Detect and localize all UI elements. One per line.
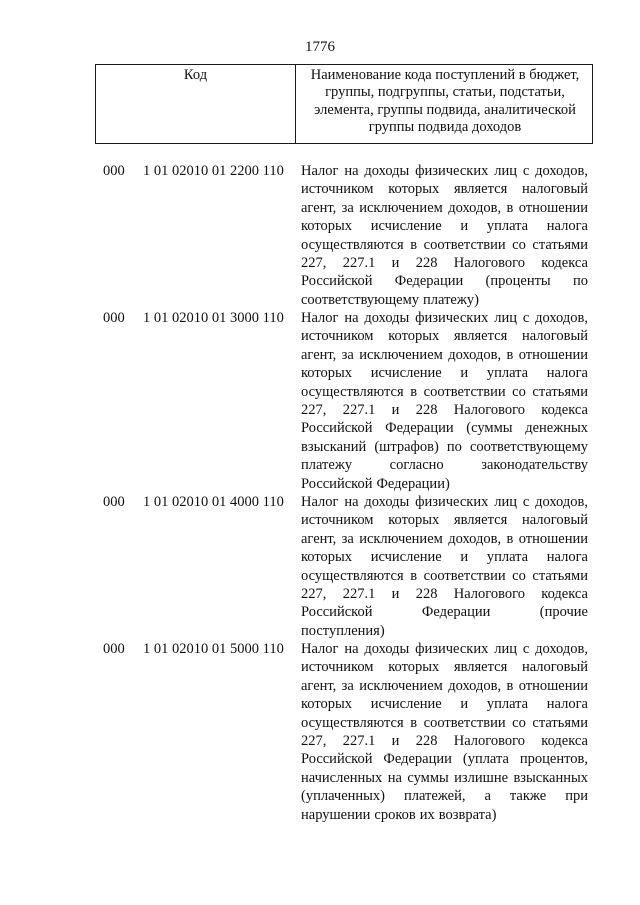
description-line: агент, за исключением доходов, в отношении — [301, 346, 588, 363]
description-line: Российской Федерации) — [301, 475, 450, 492]
description-line: которых исчисление и уплата налога — [301, 696, 588, 713]
row-code: 1 01 02010 01 3000 110 — [143, 310, 284, 326]
description-line: (уплаченных) платежей, а также при — [301, 788, 588, 805]
description-line: которых исчисление и уплата налога — [301, 549, 588, 566]
description-line: Налог на доходы физических лиц с доходов, — [301, 163, 588, 179]
row-description — [301, 309, 588, 493]
description-line: платежу согласно законодательству — [301, 457, 588, 474]
row-prefix: 000 — [103, 163, 125, 179]
table-header — [95, 64, 593, 144]
row-description — [301, 493, 588, 640]
description-line: 227, 227.1 и 228 Налогового кодекса — [301, 254, 588, 271]
description-line: Налог на доходы физических лиц с доходов, — [301, 641, 588, 657]
header-name-line: группы подвида доходов — [368, 118, 522, 135]
description-line: Российской Федерации (уплата процентов, — [301, 751, 588, 768]
header-name-line: Наименование кода поступлений в бюджет, — [310, 67, 580, 83]
row-description — [301, 162, 588, 309]
description-line: источником которых является налоговый — [301, 659, 588, 676]
header-divider — [295, 65, 296, 143]
description-line: Российской Федерации (проценты по — [301, 273, 588, 290]
description-line: Российской Федерации (прочие — [301, 604, 588, 621]
description-line: осуществляются в соответствии со статьями — [301, 383, 588, 400]
description-line: источником которых является налоговый — [301, 328, 588, 345]
row-code: 1 01 02010 01 4000 110 — [143, 494, 284, 510]
description-line: взысканий (штрафов) по соответствующему — [301, 438, 588, 455]
row-code: 1 01 02010 01 5000 110 — [143, 641, 284, 657]
description-line: 227, 227.1 и 228 Налогового кодекса — [301, 732, 588, 749]
row-code: 1 01 02010 01 2200 110 — [143, 163, 284, 179]
description-line: соответствующему платежу) — [301, 291, 479, 308]
header-code-label: Код — [183, 67, 208, 83]
description-line: осуществляются в соответствии со статьями — [301, 567, 588, 584]
description-line: Налог на доходы физических лиц с доходов, — [301, 494, 588, 510]
header-name-line: элемента, группы подвида, аналитической — [314, 101, 576, 118]
description-line: Налог на доходы физических лиц с доходов, — [301, 310, 588, 326]
description-line: осуществляются в соответствии со статьями — [301, 236, 588, 253]
row-prefix: 000 — [103, 641, 125, 657]
page-number: 1776 — [305, 39, 335, 55]
description-line: Российской Федерации (суммы денежных — [301, 420, 588, 437]
description-line: начисленных на суммы излишне взысканных — [301, 769, 588, 786]
row-prefix: 000 — [103, 310, 125, 326]
description-line: нарушении сроков их возврата) — [301, 806, 497, 823]
header-name-line: группы, подгруппы, статьи, подстатьи, — [325, 84, 565, 101]
description-line: поступления) — [301, 622, 385, 639]
description-line: которых исчисление и уплата налога — [301, 365, 588, 382]
description-line: агент, за исключением доходов, в отношении — [301, 530, 588, 547]
row-description — [301, 640, 588, 824]
description-line: осуществляются в соответствии со статьями — [301, 714, 588, 731]
header-name-label — [300, 67, 590, 136]
row-prefix: 000 — [103, 494, 125, 510]
description-line: агент, за исключением доходов, в отношении — [301, 677, 588, 694]
description-line: 227, 227.1 и 228 Налогового кодекса — [301, 401, 588, 418]
description-line: источником которых является налоговый — [301, 181, 588, 198]
description-line: которых исчисление и уплата налога — [301, 218, 588, 235]
description-line: 227, 227.1 и 228 Налогового кодекса — [301, 585, 588, 602]
description-line: агент, за исключением доходов, в отношении — [301, 199, 588, 216]
description-line: источником которых является налоговый — [301, 512, 588, 529]
